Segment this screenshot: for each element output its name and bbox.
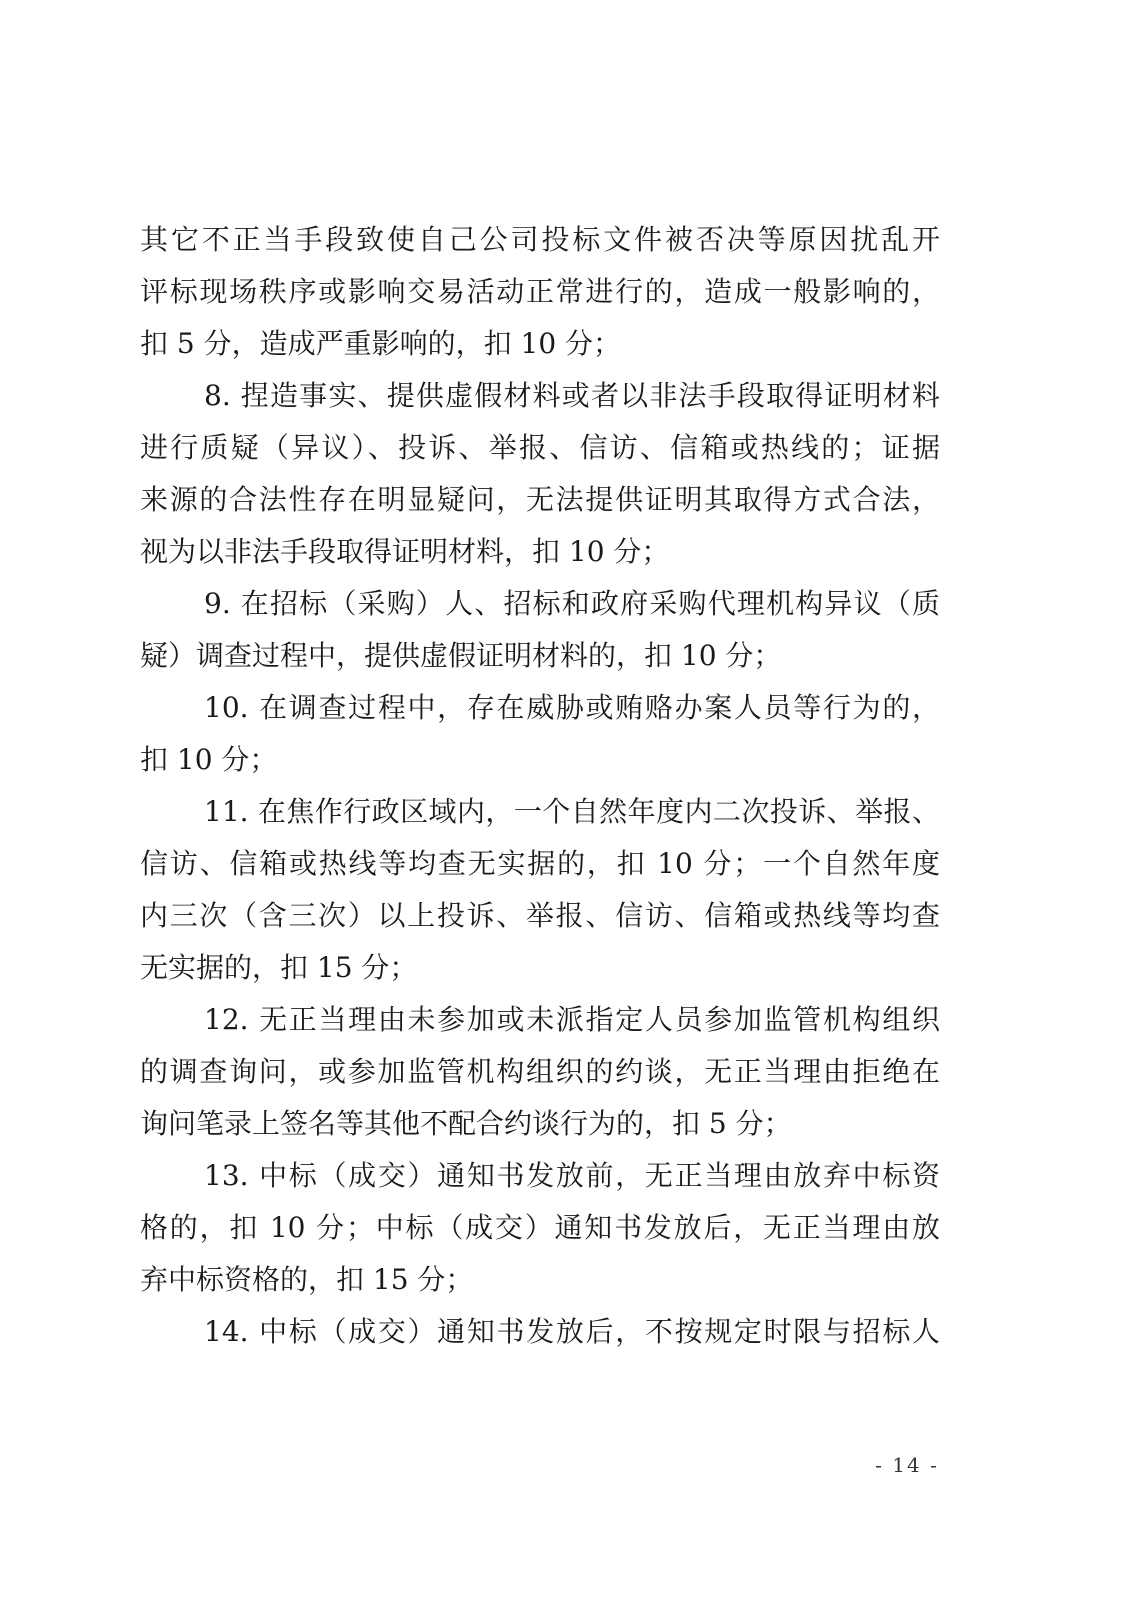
text-line: 询问笔录上签名等其他不配合约谈行为的，扣 5 分； bbox=[140, 1107, 792, 1140]
text-line: 来源的合法性存在明显疑问，无法提供证明其取得方式合法， bbox=[140, 483, 940, 516]
paragraph bbox=[140, 1150, 940, 1306]
text-line: 无实据的，扣 15 分； bbox=[140, 951, 418, 984]
text-line: 8. 捏造事实、提供虚假材料或者以非法手段取得证明材料 bbox=[204, 379, 940, 412]
paragraph bbox=[140, 786, 940, 994]
paragraph bbox=[140, 370, 940, 578]
text-line: 进行质疑（异议）、投诉、举报、信访、信箱或热线的；证据 bbox=[140, 431, 940, 464]
text-line: 10. 在调查过程中，存在威胁或贿赂办案人员等行为的， bbox=[204, 691, 940, 724]
paragraph bbox=[140, 994, 940, 1150]
text-line: 扣 5 分，造成严重影响的，扣 10 分； bbox=[140, 327, 622, 360]
text-line: 11. 在焦作行政区域内，一个自然年度内二次投诉、举报、 bbox=[204, 795, 940, 828]
text-line: 14. 中标（成交）通知书发放后，不按规定时限与招标人 bbox=[204, 1315, 940, 1348]
text-line: 的调查询问，或参加监管机构组织的约谈，无正当理由拒绝在 bbox=[140, 1055, 940, 1088]
paragraph bbox=[140, 214, 940, 370]
text-line: 评标现场秩序或影响交易活动正常进行的，造成一般影响的， bbox=[140, 275, 940, 308]
text-line: 弃中标资格的，扣 15 分； bbox=[140, 1263, 474, 1296]
text-line: 视为以非法手段取得证明材料，扣 10 分； bbox=[140, 535, 670, 568]
text-line: 9. 在招标（采购）人、招标和政府采购代理机构异议（质 bbox=[204, 587, 940, 620]
text-line: 疑）调查过程中，提供虚假证明材料的，扣 10 分； bbox=[140, 639, 782, 672]
text-line: 格的，扣 10 分；中标（成交）通知书发放后，无正当理由放 bbox=[140, 1211, 940, 1244]
page-number: - 14 - bbox=[875, 1453, 939, 1477]
paragraph bbox=[140, 1306, 940, 1358]
text-line: 信访、信箱或热线等均查无实据的，扣 10 分；一个自然年度 bbox=[140, 847, 940, 880]
body-text bbox=[140, 214, 940, 1358]
paragraph bbox=[140, 682, 940, 786]
paragraph bbox=[140, 578, 940, 682]
text-line: 扣 10 分； bbox=[140, 743, 278, 776]
text-line: 内三次（含三次）以上投诉、举报、信访、信箱或热线等均查 bbox=[140, 899, 940, 932]
text-line: 其它不正当手段致使自己公司投标文件被否决等原因扰乱开 bbox=[140, 223, 940, 256]
text-line: 13. 中标（成交）通知书发放前，无正当理由放弃中标资 bbox=[204, 1159, 940, 1192]
text-line: 12. 无正当理由未参加或未派指定人员参加监管机构组织 bbox=[204, 1003, 940, 1036]
